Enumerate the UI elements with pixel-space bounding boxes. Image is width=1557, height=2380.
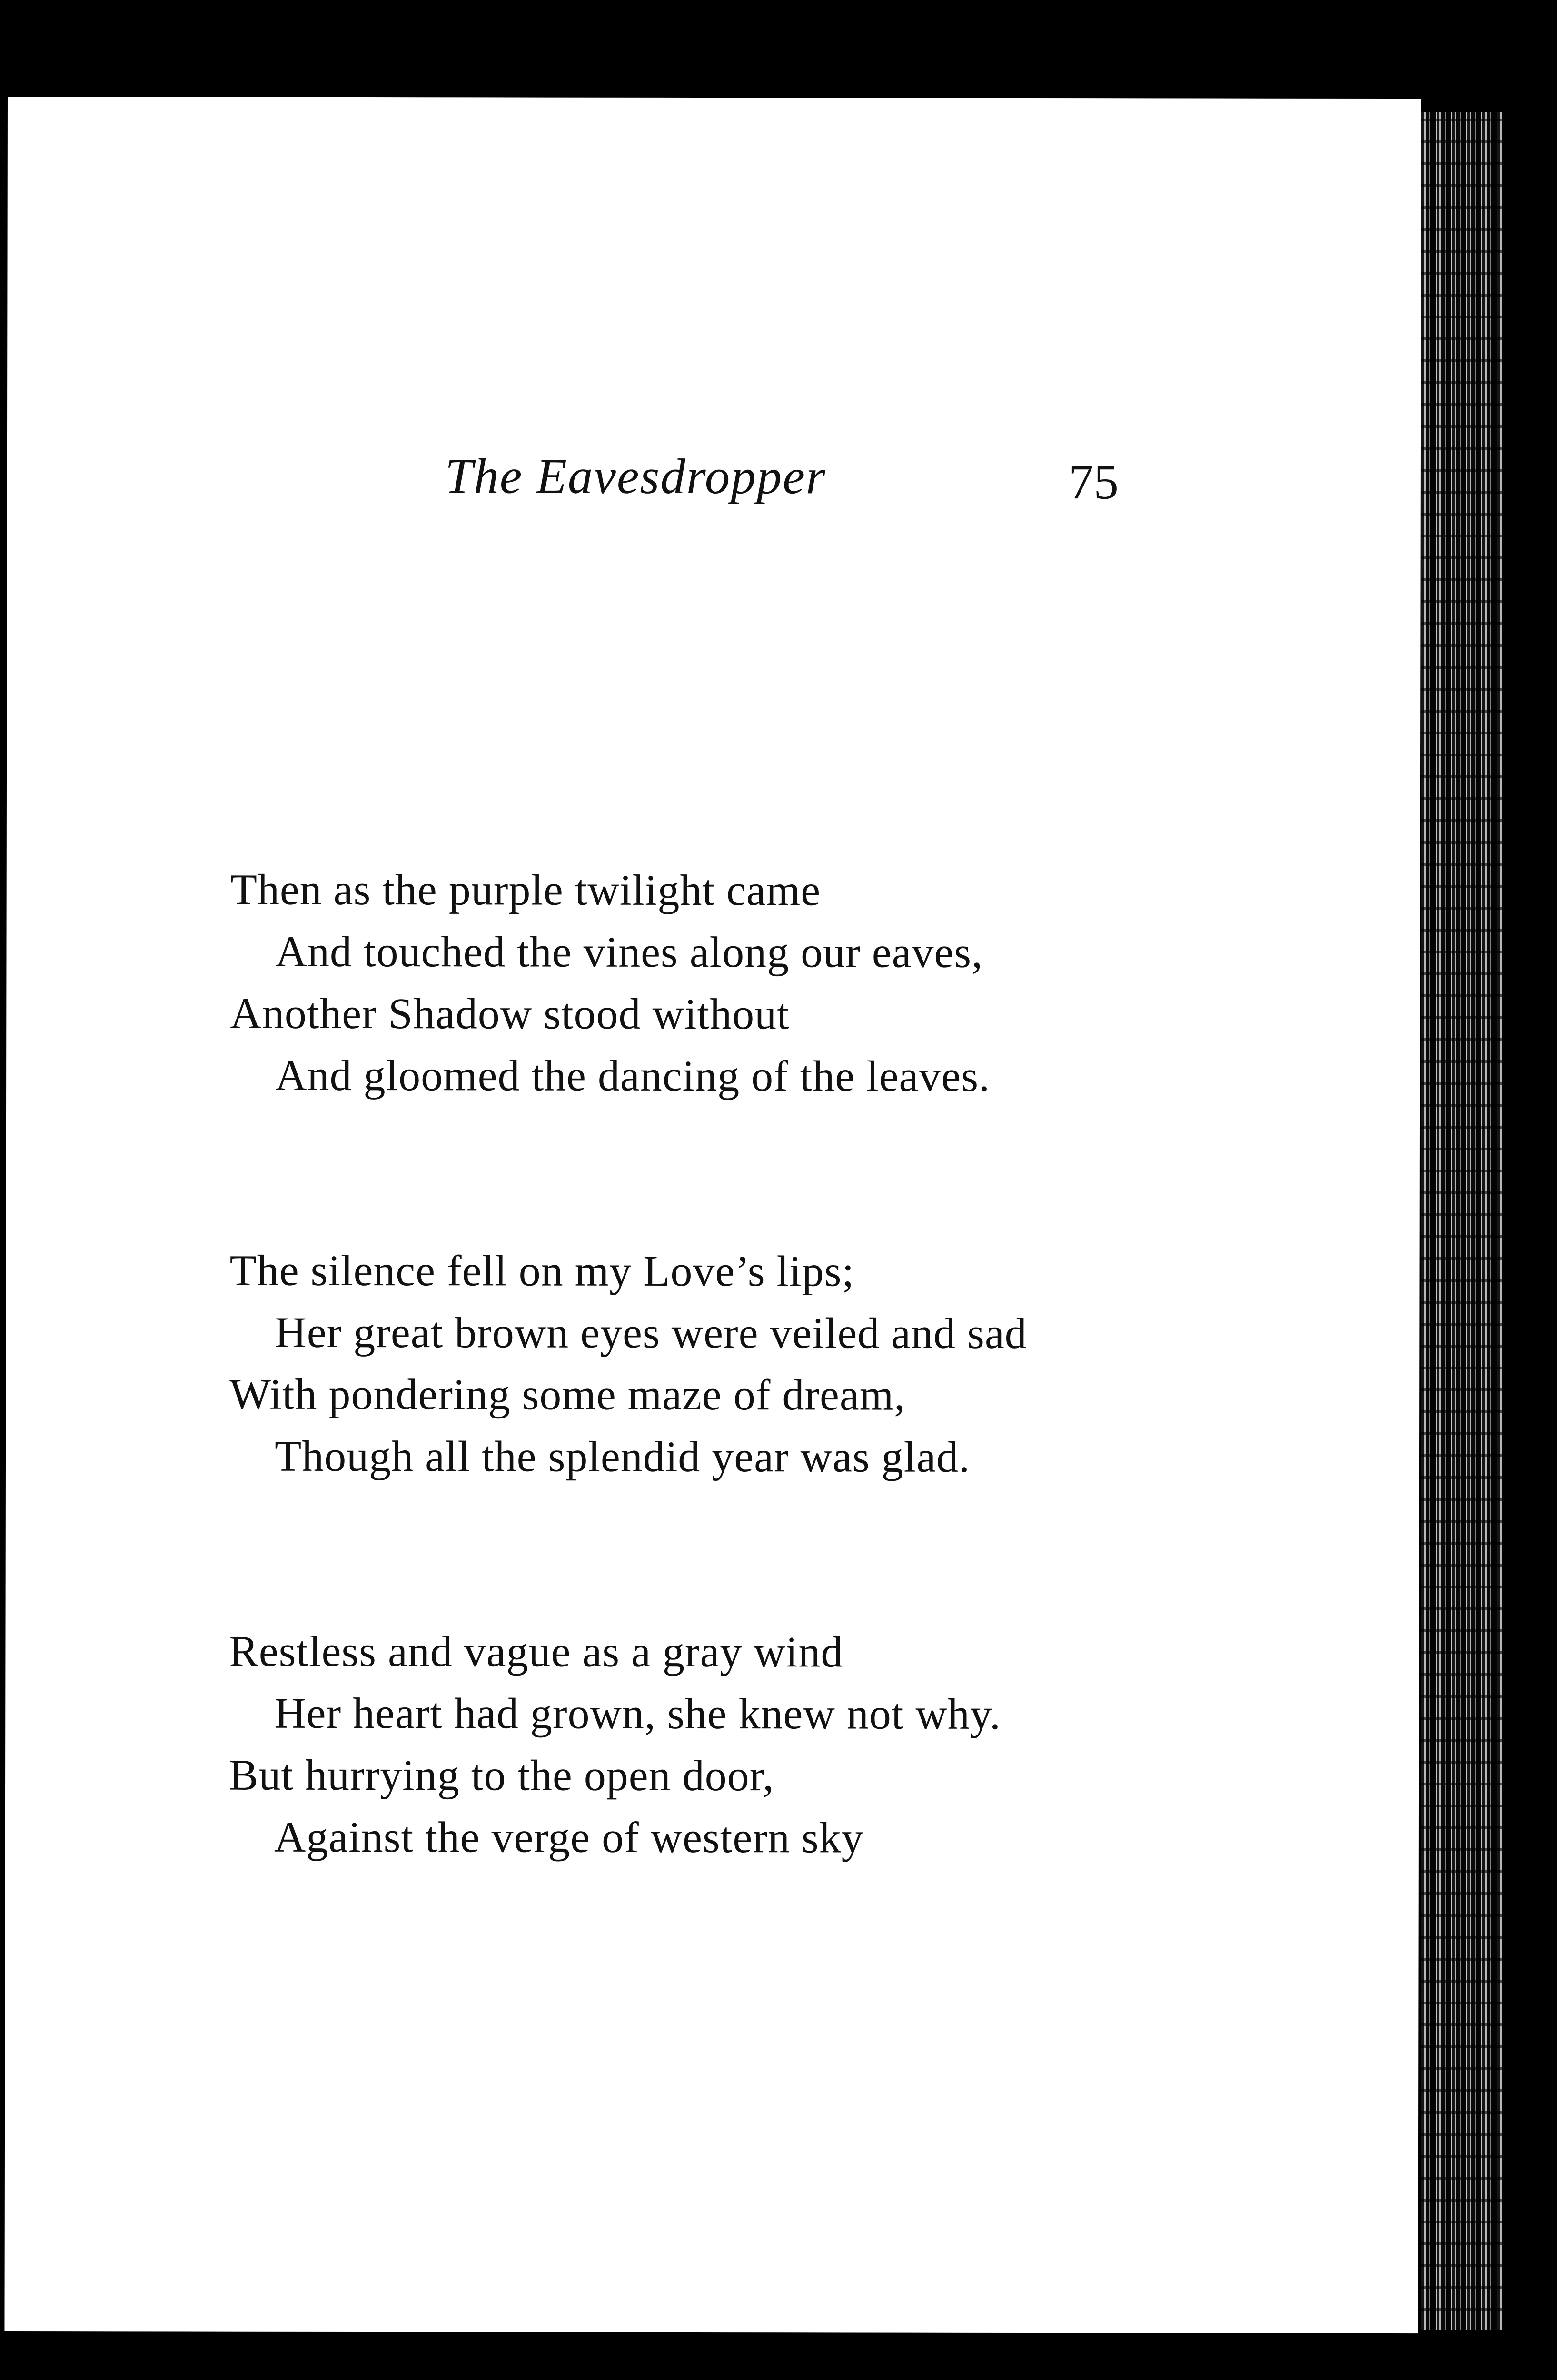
poem-line: And touched the vines along our eaves, bbox=[275, 927, 983, 977]
page-number: 75 bbox=[1068, 454, 1119, 510]
poem bbox=[228, 859, 1372, 2003]
poem-line: Her great brown eyes were veiled and sad bbox=[275, 1308, 1027, 1358]
poem-line: The silence fell on my Love’s lips; bbox=[229, 1246, 855, 1296]
poem-line: Though all the splendid year was glad. bbox=[274, 1431, 971, 1481]
poem-line: But hurrying to the open door, bbox=[229, 1750, 774, 1800]
running-title: The Eavesdropper bbox=[445, 448, 826, 505]
stanza-1 bbox=[230, 859, 1373, 1108]
stanza-3 bbox=[229, 1620, 1372, 1869]
poem-line: Restless and vague as a gray wind bbox=[229, 1626, 843, 1676]
poem-line: Then as the purple twilight came bbox=[230, 865, 821, 915]
poem-line: Another Shadow stood without bbox=[230, 989, 790, 1039]
poem-line: And gloomed the dancing of the leaves. bbox=[275, 1051, 991, 1101]
poem-line: Against the verge of western sky bbox=[274, 1812, 864, 1862]
stanza-2 bbox=[229, 1240, 1372, 1488]
poem-line: With pondering some maze of dream, bbox=[229, 1369, 906, 1419]
book-page bbox=[4, 97, 1421, 2333]
book-page-edge bbox=[1421, 112, 1502, 2330]
poem-line: Her heart had grown, she knew not why. bbox=[274, 1688, 1001, 1738]
